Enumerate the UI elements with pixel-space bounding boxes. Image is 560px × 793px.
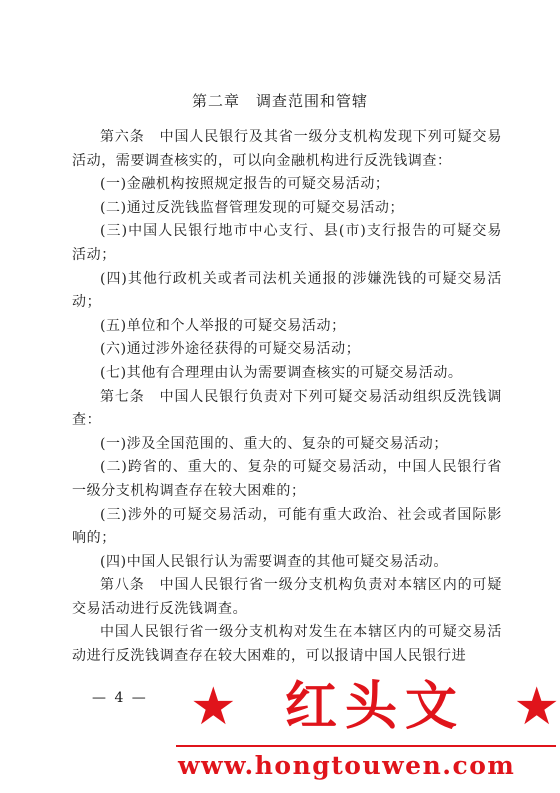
page-number: — 4 —	[92, 690, 148, 706]
paragraph-item: (一)金融机构按照规定报告的可疑交易活动；	[100, 176, 390, 193]
paragraph-item: (一)涉及全国范围的、重大的、复杂的可疑交易活动；	[100, 435, 448, 452]
paragraph-item: (四)中国人民银行认为需要调查的其他可疑交易活动。	[100, 553, 448, 570]
paragraph-item: (六)通过涉外途径获得的可疑交易活动；	[100, 341, 361, 358]
paragraph-item: (七)其他有合理理由认为需要调查核实的可疑交易活动。	[100, 364, 463, 381]
paragraph-article-7: 第七条 中国人民银行负责对下列可疑交易活动组织反洗钱调查：	[72, 388, 502, 429]
star-icon: ★	[513, 677, 560, 737]
paragraph-item: (三)中国人民银行地市中心支行、县(市)支行报告的可疑交易活动；	[72, 223, 502, 263]
watermark-url: www.hongtouwen.com	[178, 751, 516, 780]
watermark-title-row	[190, 675, 560, 739]
watermark-text: 红头文	[284, 677, 465, 737]
paragraph-article-6: 第六条 中国人民银行及其省一级分支机构发现下列可疑交易活动，需要调查核实的，可以向金融机构进行反洗钱调查：	[72, 129, 502, 169]
watermark-logo	[160, 675, 560, 793]
paragraph-item: (三)涉外的可疑交易活动，可能有重大政治、社会或者国际影响的；	[72, 506, 502, 547]
paragraph-item: (二)通过反洗钱监督管理发现的可疑交易活动；	[100, 199, 405, 216]
paragraph-item: (四)其他行政机关或者司法机关通报的涉嫌洗钱的可疑交易活动；	[72, 270, 502, 311]
paragraph-continuation: 中国人民银行省一级分支机构对发生在本辖区内的可疑交易活动进行反洗钱调查存在较大困难的，可以报请中国人民银行进	[72, 624, 502, 665]
paragraph-item: (二)跨省的、重大的、复杂的可疑交易活动，中国人民银行省一级分支机构调查存在较大困难的；	[72, 459, 502, 499]
star-icon: ★	[190, 677, 237, 737]
body-text	[72, 126, 502, 669]
chapter-title: 第二章 调查范围和管辖	[191, 92, 368, 110]
paragraph-article-8: 第八条 中国人民银行省一级分支机构负责对本辖区内的可疑交易活动进行反洗钱调查。	[72, 577, 502, 617]
paragraph-item: (五)单位和个人举报的可疑交易活动；	[100, 317, 346, 334]
watermark-divider	[176, 745, 556, 747]
